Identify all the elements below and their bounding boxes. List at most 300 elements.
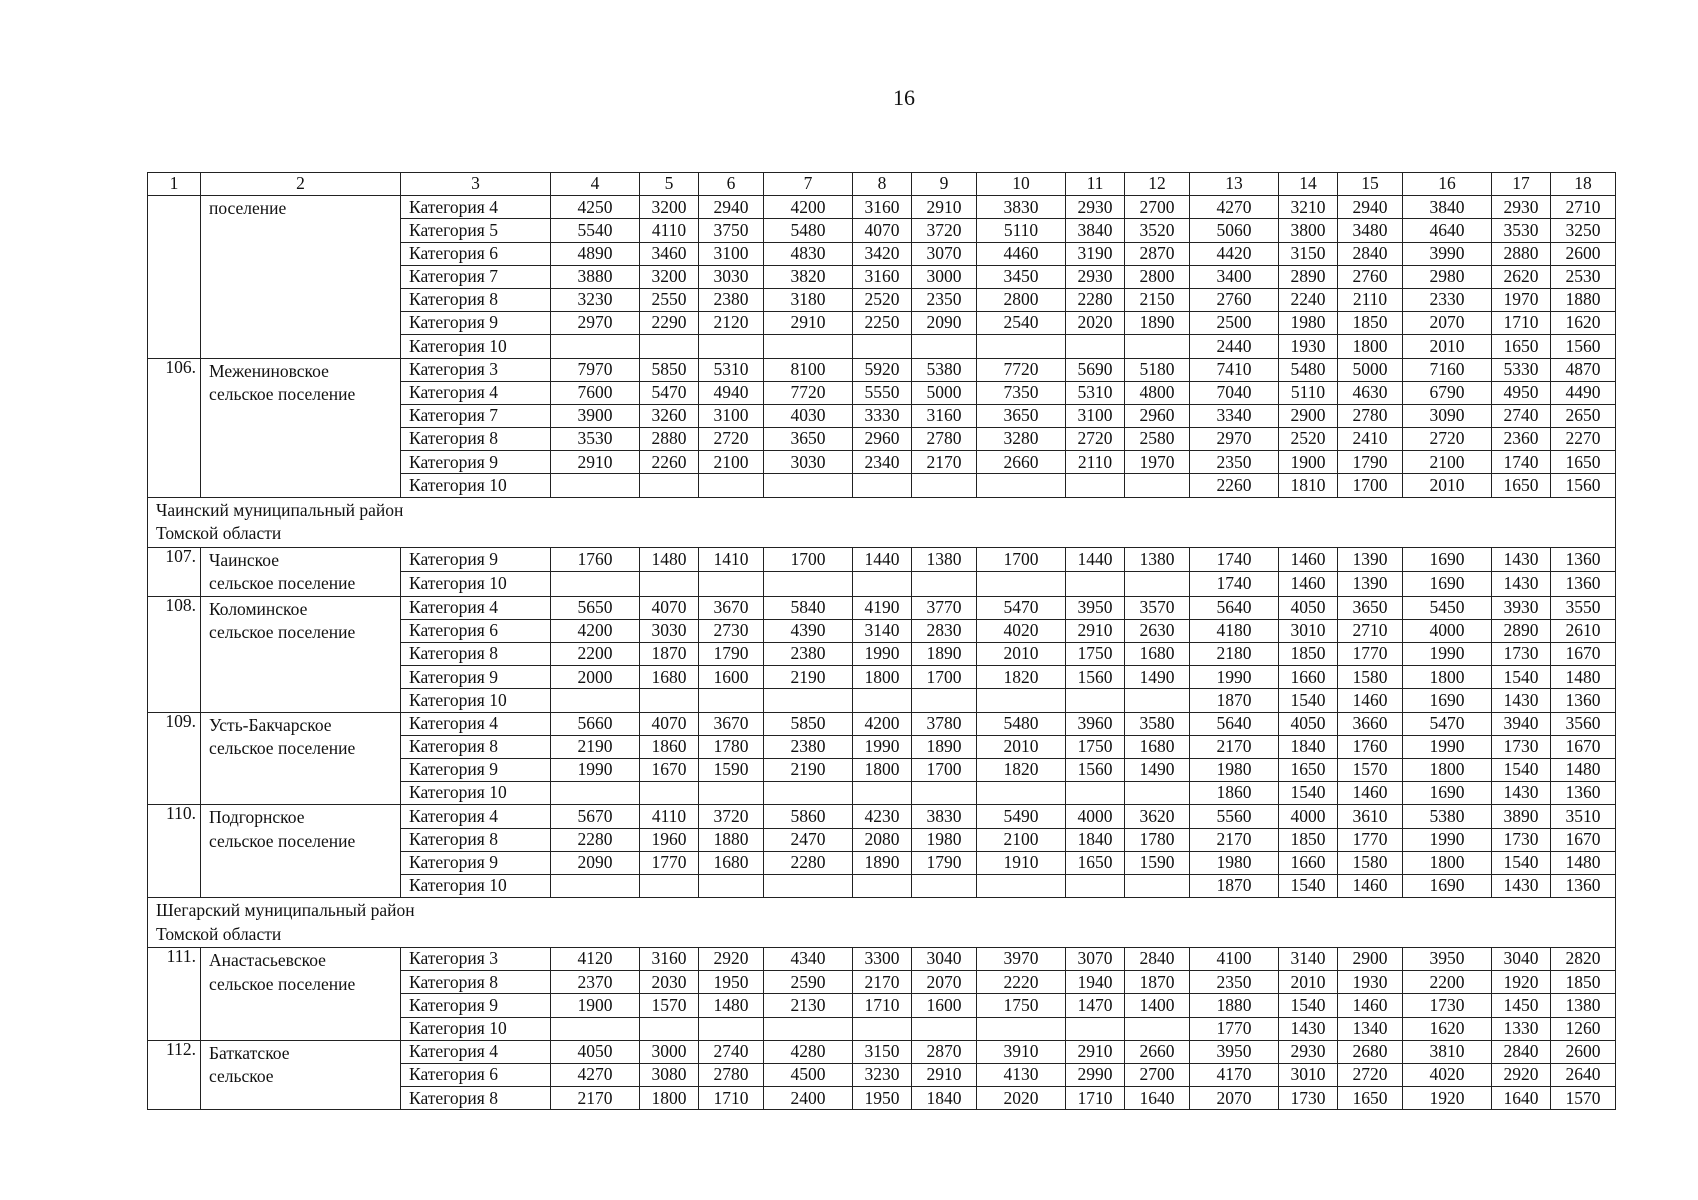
value-cell: 2910: [551, 451, 640, 474]
value-cell: 1790: [912, 851, 977, 874]
category-cell: Категория 9: [401, 994, 551, 1017]
settlement-name-line: сельское: [209, 1066, 274, 1087]
value-cell: 3950: [1066, 596, 1125, 619]
value-cell: [1125, 1017, 1190, 1040]
category-cell: Категория 8: [401, 1087, 551, 1110]
value-cell: 3990: [1403, 242, 1492, 265]
category-cell: Категория 4: [401, 196, 551, 219]
value-cell: 1850: [1279, 643, 1338, 666]
value-cell: 3620: [1125, 805, 1190, 828]
value-cell: 2740: [1492, 404, 1551, 427]
category-cell: Категория 6: [401, 619, 551, 642]
value-cell: 3580: [1125, 712, 1190, 735]
settlement-number: 112.: [148, 1040, 201, 1110]
value-cell: [1125, 572, 1190, 597]
value-cell: [699, 689, 764, 712]
value-cell: 3200: [640, 196, 699, 219]
value-cell: 3300: [853, 948, 912, 971]
value-cell: 2110: [1338, 288, 1403, 311]
category-cell: Категория 4: [401, 1040, 551, 1063]
value-cell: 3720: [912, 219, 977, 242]
value-cell: 2070: [1403, 312, 1492, 335]
value-cell: 3100: [1066, 404, 1125, 427]
value-cell: 4640: [1403, 219, 1492, 242]
value-cell: 4000: [1066, 805, 1125, 828]
value-cell: [699, 874, 764, 897]
value-cell: 1980: [1279, 312, 1338, 335]
value-cell: [853, 572, 912, 597]
value-cell: 1780: [699, 735, 764, 758]
value-cell: [1066, 474, 1125, 497]
value-cell: 4950: [1492, 381, 1551, 404]
value-cell: 2130: [764, 994, 853, 1017]
value-cell: 3260: [640, 404, 699, 427]
value-cell: 2500: [1190, 312, 1279, 335]
settlement-name: [201, 805, 401, 898]
value-cell: 3770: [912, 596, 977, 619]
value-cell: 3670: [699, 712, 764, 735]
value-cell: 1460: [1338, 994, 1403, 1017]
value-cell: 1360: [1551, 572, 1616, 597]
value-cell: [640, 335, 699, 358]
settlement-name-line: сельское поселение: [209, 622, 356, 643]
value-cell: 1380: [912, 547, 977, 572]
value-cell: 1950: [853, 1087, 912, 1110]
value-cell: 2350: [1190, 451, 1279, 474]
value-cell: 1540: [1492, 758, 1551, 781]
value-cell: 1680: [1125, 643, 1190, 666]
value-cell: 4110: [640, 219, 699, 242]
value-cell: 2760: [1338, 265, 1403, 288]
value-cell: 3400: [1190, 265, 1279, 288]
value-cell: 1970: [1125, 451, 1190, 474]
value-cell: 2520: [1279, 428, 1338, 451]
table-row: [148, 196, 1616, 219]
value-cell: 1750: [1066, 735, 1125, 758]
value-cell: 5640: [1190, 596, 1279, 619]
value-cell: 4490: [1551, 381, 1616, 404]
value-cell: 1800: [853, 666, 912, 689]
settlement-name-line: сельское поселение: [209, 573, 356, 594]
settlement-number: 111.: [148, 948, 201, 1041]
value-cell: 1560: [1551, 474, 1616, 497]
value-cell: 2360: [1492, 428, 1551, 451]
district-name-line: Томской области: [156, 523, 282, 544]
value-cell: 5330: [1492, 358, 1551, 381]
value-cell: 3610: [1338, 805, 1403, 828]
value-cell: 4270: [551, 1064, 640, 1087]
value-cell: 1430: [1492, 547, 1551, 572]
value-cell: 2350: [1190, 971, 1279, 994]
category-cell: Категория 6: [401, 1064, 551, 1087]
value-cell: 2820: [1551, 948, 1616, 971]
value-cell: 1870: [1125, 971, 1190, 994]
category-cell: Категория 10: [401, 782, 551, 805]
value-cell: 2100: [977, 828, 1066, 851]
value-cell: 1660: [1279, 666, 1338, 689]
value-cell: 3140: [1279, 948, 1338, 971]
value-cell: 2200: [551, 643, 640, 666]
column-number: 6: [699, 173, 764, 196]
value-cell: 1690: [1403, 782, 1492, 805]
value-cell: 2650: [1551, 404, 1616, 427]
category-cell: Категория 10: [401, 689, 551, 712]
value-cell: [1066, 335, 1125, 358]
value-cell: 1460: [1338, 874, 1403, 897]
value-cell: [1125, 689, 1190, 712]
value-cell: 1700: [1338, 474, 1403, 497]
value-cell: 1430: [1492, 572, 1551, 597]
value-cell: 1650: [1492, 335, 1551, 358]
value-cell: 5540: [551, 219, 640, 242]
value-cell: 1990: [1190, 666, 1279, 689]
value-cell: 3090: [1403, 404, 1492, 427]
value-cell: 1790: [699, 643, 764, 666]
value-cell: 1900: [551, 994, 640, 1017]
value-cell: 4020: [977, 619, 1066, 642]
value-cell: [977, 335, 1066, 358]
value-cell: 1950: [699, 971, 764, 994]
category-cell: Категория 8: [401, 828, 551, 851]
value-cell: 5690: [1066, 358, 1125, 381]
value-cell: 2890: [1492, 619, 1551, 642]
value-cell: 3670: [699, 596, 764, 619]
value-cell: [551, 572, 640, 597]
value-cell: 3660: [1338, 712, 1403, 735]
category-cell: Категория 10: [401, 1017, 551, 1040]
value-cell: 3530: [1492, 219, 1551, 242]
value-cell: 1440: [853, 547, 912, 572]
value-cell: 1810: [1279, 474, 1338, 497]
value-cell: [640, 689, 699, 712]
table-row: [148, 1040, 1616, 1063]
value-cell: 2010: [1403, 474, 1492, 497]
value-cell: 2910: [764, 312, 853, 335]
value-cell: 2330: [1403, 288, 1492, 311]
value-cell: 1990: [1403, 828, 1492, 851]
value-cell: 3840: [1403, 196, 1492, 219]
value-cell: 1970: [1492, 288, 1551, 311]
value-cell: 1430: [1492, 689, 1551, 712]
value-cell: 1570: [1338, 758, 1403, 781]
value-cell: [1125, 474, 1190, 497]
value-cell: 2170: [551, 1087, 640, 1110]
value-cell: 4390: [764, 619, 853, 642]
district-name: [148, 898, 1616, 948]
value-cell: 1840: [1279, 735, 1338, 758]
value-cell: 2260: [1190, 474, 1279, 497]
value-cell: 2070: [1190, 1087, 1279, 1110]
value-cell: 4890: [551, 242, 640, 265]
value-cell: 1440: [1066, 547, 1125, 572]
value-cell: 1650: [1338, 1087, 1403, 1110]
value-cell: 2010: [977, 643, 1066, 666]
value-cell: 2800: [1125, 265, 1190, 288]
value-cell: 1650: [1551, 451, 1616, 474]
category-cell: Категория 9: [401, 547, 551, 572]
category-cell: Категория 7: [401, 404, 551, 427]
value-cell: [764, 689, 853, 712]
value-cell: 1990: [1403, 735, 1492, 758]
value-cell: [699, 1017, 764, 1040]
value-cell: 4280: [764, 1040, 853, 1063]
category-cell: Категория 8: [401, 643, 551, 666]
value-cell: 1670: [1551, 735, 1616, 758]
value-cell: [1066, 1017, 1125, 1040]
value-cell: 3230: [551, 288, 640, 311]
category-cell: Категория 10: [401, 572, 551, 597]
category-cell: Категория 9: [401, 666, 551, 689]
value-cell: 1570: [1551, 1087, 1616, 1110]
value-cell: 2590: [764, 971, 853, 994]
column-number: 1: [148, 173, 201, 196]
value-cell: 7040: [1190, 381, 1279, 404]
category-cell: Категория 8: [401, 971, 551, 994]
value-cell: 1570: [640, 994, 699, 1017]
value-cell: 7720: [977, 358, 1066, 381]
value-cell: [1066, 572, 1125, 597]
value-cell: 4230: [853, 805, 912, 828]
district-name-line: Томской области: [156, 923, 282, 944]
value-cell: 1790: [1338, 451, 1403, 474]
value-cell: 4070: [853, 219, 912, 242]
value-cell: 2250: [853, 312, 912, 335]
value-cell: [699, 335, 764, 358]
value-cell: 1940: [1066, 971, 1125, 994]
category-cell: Категория 10: [401, 874, 551, 897]
value-cell: [640, 874, 699, 897]
value-cell: 4050: [1279, 596, 1338, 619]
value-cell: 3000: [912, 265, 977, 288]
value-cell: 1730: [1492, 735, 1551, 758]
value-cell: [640, 782, 699, 805]
value-cell: 1780: [1125, 828, 1190, 851]
value-cell: 1740: [1190, 547, 1279, 572]
value-cell: 1880: [1551, 288, 1616, 311]
value-cell: [912, 572, 977, 597]
value-cell: 1470: [1066, 994, 1125, 1017]
value-cell: 1820: [977, 758, 1066, 781]
value-cell: 5480: [1279, 358, 1338, 381]
value-cell: 2630: [1125, 619, 1190, 642]
value-cell: [640, 1017, 699, 1040]
value-cell: 1990: [853, 735, 912, 758]
value-cell: 1660: [1279, 851, 1338, 874]
value-cell: 1650: [1066, 851, 1125, 874]
value-cell: 5670: [551, 805, 640, 828]
value-cell: 1880: [1190, 994, 1279, 1017]
value-cell: 3100: [699, 404, 764, 427]
value-cell: 4170: [1190, 1064, 1279, 1087]
value-cell: [977, 782, 1066, 805]
value-cell: 4800: [1125, 381, 1190, 404]
value-cell: [699, 474, 764, 497]
value-cell: 2440: [1190, 335, 1279, 358]
value-cell: 1980: [912, 828, 977, 851]
value-cell: 2700: [1125, 1064, 1190, 1087]
value-cell: 4200: [764, 196, 853, 219]
value-cell: 1920: [1403, 1087, 1492, 1110]
value-cell: 1360: [1551, 547, 1616, 572]
value-cell: [551, 782, 640, 805]
value-cell: 2610: [1551, 619, 1616, 642]
value-cell: 2170: [1190, 828, 1279, 851]
value-cell: 1540: [1492, 851, 1551, 874]
value-cell: 1730: [1279, 1087, 1338, 1110]
value-cell: 4630: [1338, 381, 1403, 404]
value-cell: 2020: [1066, 312, 1125, 335]
value-cell: 1800: [1403, 758, 1492, 781]
value-cell: 3100: [699, 242, 764, 265]
settlement-name-line: Анастасьевское: [209, 950, 326, 971]
value-cell: 2270: [1551, 428, 1616, 451]
value-cell: [912, 335, 977, 358]
value-cell: 7410: [1190, 358, 1279, 381]
value-cell: 4500: [764, 1064, 853, 1087]
value-cell: 3250: [1551, 219, 1616, 242]
value-cell: [699, 572, 764, 597]
value-cell: [912, 874, 977, 897]
value-cell: 2780: [912, 428, 977, 451]
value-cell: 3830: [977, 196, 1066, 219]
category-cell: Категория 10: [401, 474, 551, 497]
settlement-number: 106.: [148, 358, 201, 497]
value-cell: 3800: [1279, 219, 1338, 242]
value-cell: 5470: [977, 596, 1066, 619]
value-cell: [1125, 874, 1190, 897]
value-cell: 2550: [640, 288, 699, 311]
value-cell: 4420: [1190, 242, 1279, 265]
value-cell: [640, 474, 699, 497]
category-cell: Категория 7: [401, 265, 551, 288]
value-cell: 1700: [977, 547, 1066, 572]
value-cell: 1710: [853, 994, 912, 1017]
value-cell: 2960: [1125, 404, 1190, 427]
value-cell: 5310: [699, 358, 764, 381]
value-cell: 3040: [912, 948, 977, 971]
value-cell: 7720: [764, 381, 853, 404]
value-cell: 1800: [1403, 666, 1492, 689]
value-cell: 1980: [1190, 851, 1279, 874]
value-cell: 1560: [1066, 758, 1125, 781]
value-cell: 3160: [853, 265, 912, 288]
value-cell: 2960: [853, 428, 912, 451]
value-cell: 2870: [1125, 242, 1190, 265]
value-cell: 3900: [551, 404, 640, 427]
value-cell: 2920: [1492, 1064, 1551, 1087]
value-cell: 3030: [640, 619, 699, 642]
value-cell: [912, 1017, 977, 1040]
value-cell: 4020: [1403, 1064, 1492, 1087]
settlement-number: 110.: [148, 805, 201, 898]
value-cell: [977, 689, 1066, 712]
category-cell: Категория 9: [401, 451, 551, 474]
settlement-name-line: сельское поселение: [209, 830, 356, 851]
value-cell: 3450: [977, 265, 1066, 288]
value-cell: 3560: [1551, 712, 1616, 735]
value-cell: 3160: [640, 948, 699, 971]
settlement-number: [148, 196, 201, 358]
value-cell: 2260: [640, 451, 699, 474]
value-cell: 2100: [699, 451, 764, 474]
page-number: 16: [893, 85, 915, 110]
value-cell: [764, 474, 853, 497]
value-cell: 2900: [1279, 404, 1338, 427]
value-cell: 3010: [1279, 619, 1338, 642]
value-cell: 2380: [699, 288, 764, 311]
value-cell: 1680: [640, 666, 699, 689]
value-cell: 2280: [764, 851, 853, 874]
value-cell: 1890: [853, 851, 912, 874]
value-cell: 3080: [640, 1064, 699, 1087]
value-cell: 2970: [1190, 428, 1279, 451]
value-cell: 2190: [764, 758, 853, 781]
value-cell: [551, 474, 640, 497]
value-cell: 5470: [640, 381, 699, 404]
value-cell: 5550: [853, 381, 912, 404]
value-cell: [853, 1017, 912, 1040]
value-cell: 2620: [1492, 265, 1551, 288]
value-cell: 2200: [1403, 971, 1492, 994]
value-cell: 1850: [1551, 971, 1616, 994]
value-cell: 3720: [699, 805, 764, 828]
value-cell: 2840: [1125, 948, 1190, 971]
value-cell: 2020: [977, 1087, 1066, 1110]
value-cell: 4050: [1279, 712, 1338, 735]
tariff-table: [147, 172, 1616, 1110]
table-body: [148, 173, 1616, 1110]
value-cell: 3190: [1066, 242, 1125, 265]
value-cell: 3150: [1279, 242, 1338, 265]
value-cell: 1730: [1403, 994, 1492, 1017]
value-cell: [912, 474, 977, 497]
value-cell: 3780: [912, 712, 977, 735]
value-cell: 5480: [764, 219, 853, 242]
value-cell: 2870: [912, 1040, 977, 1063]
value-cell: 2720: [1338, 1064, 1403, 1087]
value-cell: [853, 689, 912, 712]
value-cell: 2190: [764, 666, 853, 689]
value-cell: 1800: [1403, 851, 1492, 874]
value-cell: 1380: [1125, 547, 1190, 572]
value-cell: 3420: [853, 242, 912, 265]
district-name: [148, 497, 1616, 547]
value-cell: 1890: [1125, 312, 1190, 335]
value-cell: 3030: [699, 265, 764, 288]
value-cell: 2880: [640, 428, 699, 451]
value-cell: 5640: [1190, 712, 1279, 735]
value-cell: 2380: [764, 735, 853, 758]
value-cell: [1066, 782, 1125, 805]
category-cell: Категория 9: [401, 851, 551, 874]
value-cell: 3160: [912, 404, 977, 427]
value-cell: 2240: [1279, 288, 1338, 311]
value-cell: 3890: [1492, 805, 1551, 828]
value-cell: 6790: [1403, 381, 1492, 404]
value-cell: 4830: [764, 242, 853, 265]
value-cell: 5180: [1125, 358, 1190, 381]
value-cell: 2800: [977, 288, 1066, 311]
value-cell: 2720: [1403, 428, 1492, 451]
table-row: [148, 948, 1616, 971]
value-cell: 2540: [977, 312, 1066, 335]
value-cell: 4270: [1190, 196, 1279, 219]
value-cell: 3180: [764, 288, 853, 311]
value-cell: 2900: [1338, 948, 1403, 971]
value-cell: 2910: [912, 196, 977, 219]
value-cell: 3480: [1338, 219, 1403, 242]
value-cell: 4870: [1551, 358, 1616, 381]
